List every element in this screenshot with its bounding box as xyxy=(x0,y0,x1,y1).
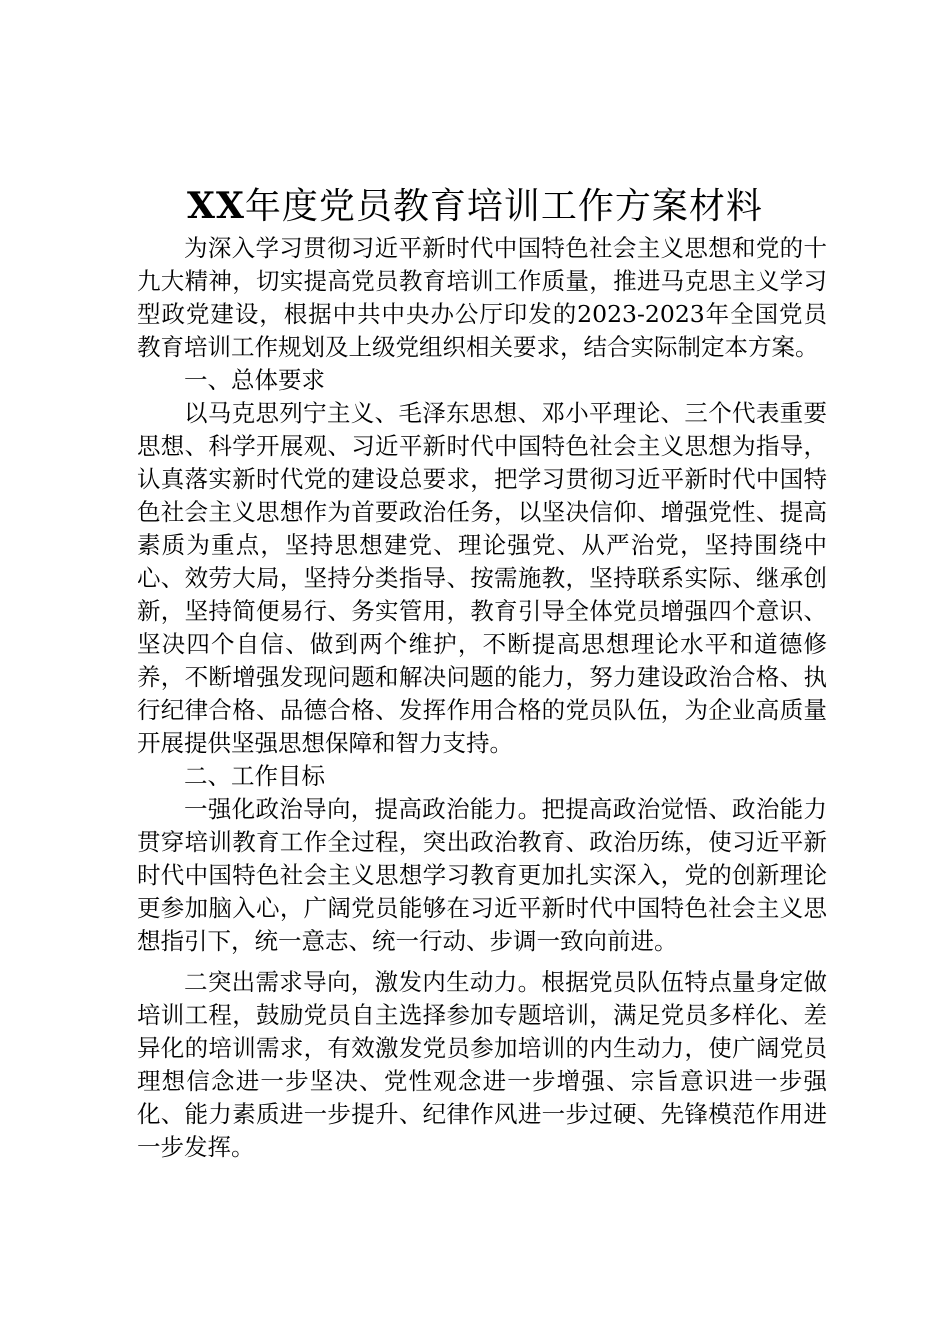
document-body xyxy=(137,232,827,1164)
title-prefix: XX xyxy=(187,185,245,227)
section-heading-work-goals: 二、工作目标 xyxy=(184,762,325,790)
general-requirements-paragraph: 以马克思列宁主义、毛泽东思想、邓小平理论、三个代表重要思想、科学开展观、习近平新时代中国特色社会主义思想为指导，认真落实新时代党的建设总要求，把学习贯彻习近平新时代中国特色社会主义思想作为首要政治任务，以坚决信仰、增强党性、提高素质为重点，坚持思想建党、理论强党、从严治党，坚持围绕中心、效劳大局，坚持分类指导、按需施教，坚持联系实际、继承创新，坚持简便易行、务实管用，教育引导全体党员增强四个意识、坚决四个自信、做到两个维护，不断提高思想理论水平和道德修养，不断增强发现问题和解决问题的能力，努力建设政治合格、执行纪律合格、品德合格、发挥作用合格的党员队伍，为企业高质量开展提供坚强思想保障和智力支持。 xyxy=(137,399,827,757)
document-title xyxy=(0,180,950,233)
section-heading-general-requirements: 一、总体要求 xyxy=(184,366,325,394)
title-text: 年度党员教育培训工作方案材料 xyxy=(244,186,763,227)
goal-one-paragraph: 一强化政治导向，提高政治能力。把提高政治觉悟、政治能力贯穿培训教育工作全过程，突出政治教育、政治历练，使习近平新时代中国特色社会主义思想学习教育更加扎实深入，党的创新理论更参加脑入心，广阔党员能够在习近平新时代中国特色社会主义思想指引下，统一意志、统一行动、步调一致向前进。 xyxy=(137,795,827,955)
intro-paragraph: 为深入学习贯彻习近平新时代中国特色社会主义思想和党的十九大精神，切实提高党员教育培训工作质量，推进马克思主义学习型政党建设，根据中共中央办公厅印发的2023-2023年全国党员教育培训工作规划及上级党组织相关要求，结合实际制定本方案。 xyxy=(137,234,827,361)
goal-two-paragraph: 二突出需求导向，激发内生动力。根据党员队伍特点量身定做培训工程，鼓励党员自主选择参加专题培训，满足党员多样化、差异化的培训需求，有效激发党员参加培训的内生动力，使广阔党员理想信念进一步坚决、党性观念进一步增强、宗旨意识进一步强化、能力素质进一步提升、纪律作风进一步过硬、先锋模范作用进一步发挥。 xyxy=(137,968,827,1161)
